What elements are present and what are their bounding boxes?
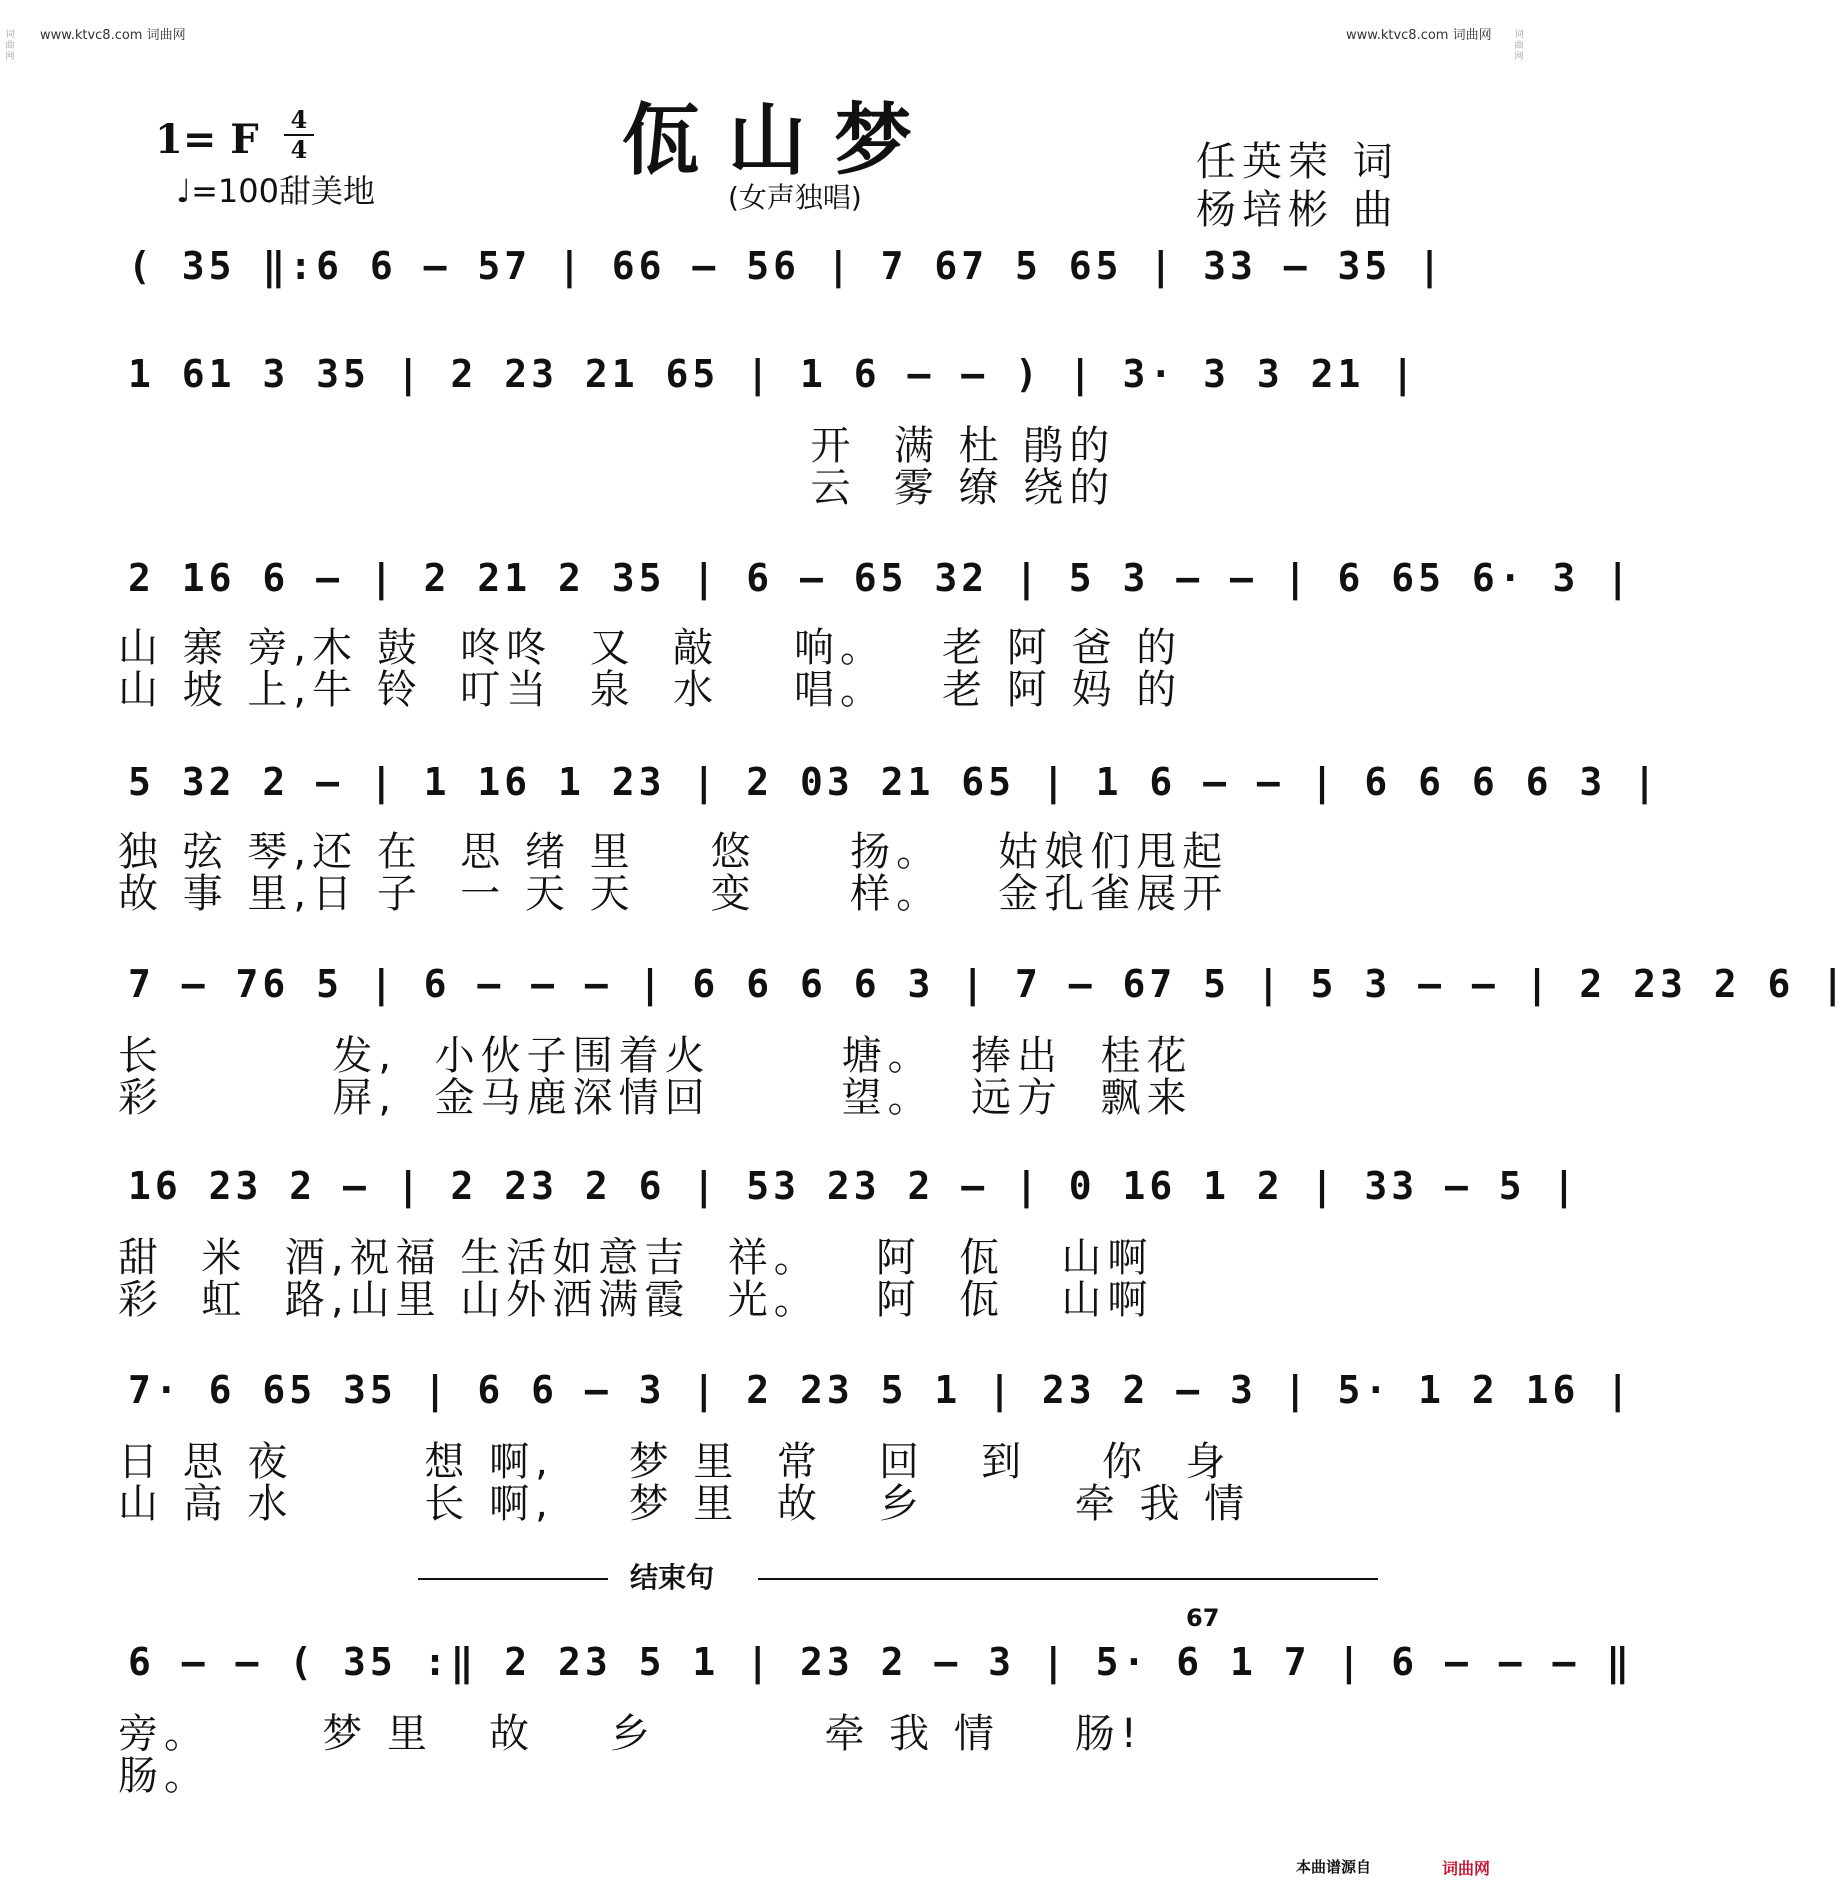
score-line-2-lyrics-verse-2: 云 雾 缭 绕的 [118,465,1116,511]
score-line-3-notes: 2 16 6 – | 2 21 2 35 | 6 – 65 32 | 5 3 – – | 6 65 6· 3 | [128,556,1634,600]
tempo-marking: ♩=100甜美地 [176,172,375,210]
score-line-4-lyrics-verse-2: 故 事 里,日 子 一 天 天 变 样。 金孔雀展开 [118,871,1229,917]
ending-section-label: 结束句 [630,1561,715,1594]
time-signature: 4 4 [284,108,314,162]
song-subtitle: (女声独唱) [728,181,862,214]
score-line-7-notes: 7· 6 65 35 | 6 6 – 3 | 2 23 5 1 | 23 2 – 3 | 5· 1 2 16 | [128,1368,1634,1412]
side-watermark-right: 词 曲 网 [1514,30,1524,62]
score-line-6-notes: 16 23 2 – | 2 23 2 6 | 53 23 2 – | 0 16 1 2 | 33 – 5 | [128,1164,1580,1208]
score-line-7-lyrics-verse-2: 山 高 水 长 啊, 梦 里 故 乡 牵 我 情 [118,1481,1251,1527]
score-line-8-lyrics-verse-1: 旁。 梦 里 故 乡 牵 我 情 肠! [118,1711,1143,1757]
score-line-1-notes: ( 35 ‖:6 6 – 57 | 66 – 56 | 7 67 5 65 | 33 – 35 | [128,244,1446,288]
score-line-5-lyrics-verse-1: 长 发, 小伙子围着火 塘。 捧出 桂花 [118,1033,1193,1079]
lyricist-credit: 任英荣 词 [1196,139,1399,185]
source-note: 本曲谱源自 [1296,1858,1372,1876]
grace-notes: 67 [1186,1604,1220,1632]
ending-bracket-right [758,1578,1378,1580]
key-signature: 1= F [155,116,259,163]
score-line-4-lyrics-verse-1: 独 弦 琴,还 在 思 绪 里 悠 扬。 姑娘们甩起 [118,829,1229,875]
score-line-7-lyrics-verse-1: 日 思 夜 想 啊, 梦 里 常 回 到 你 身 [118,1439,1232,1485]
song-title: 佤山梦 [622,95,941,186]
site-brand-logo: 词曲网 [1442,1859,1491,1878]
score-line-8-notes: 6 – – ( 35 :‖ 2 23 5 1 | 23 2 – 3 | 5· 6 1 7 | 6 – – – ‖ [128,1640,1634,1684]
score-line-4-notes: 5 32 2 – | 1 16 1 23 | 2 03 21 65 | 1 6 – – | 6 6 6 6 3 | [128,760,1661,804]
score-line-3-lyrics-verse-2: 山 坡 上,牛 铃 叮当 泉 水 唱。 老 阿 妈 的 [118,667,1183,713]
watermark-left: www.ktvc8.com 词曲网 [40,28,186,43]
score-line-8-lyrics-verse-2: 肠。 [118,1753,210,1799]
composer-credit: 杨培彬 曲 [1196,187,1399,233]
watermark-right: www.ktvc8.com 词曲网 [1346,28,1492,43]
score-line-6-lyrics-verse-2: 彩 虹 路,山里 山外洒满霞 光。 阿 佤 山啊 [118,1277,1154,1323]
ending-bracket-left [418,1578,608,1580]
score-line-5-notes: 7 – 76 5 | 6 – – – | 6 6 6 6 3 | 7 – 67 5 | 5 3 – – | 2 23 2 6 | [128,962,1848,1006]
score-line-5-lyrics-verse-2: 彩 屏, 金马鹿深情回 望。 远方 飘来 [118,1075,1193,1121]
score-line-2-lyrics-verse-1: 开 满 杜 鹃的 [118,423,1116,469]
score-line-3-lyrics-verse-1: 山 寨 旁,木 鼓 咚咚 又 敲 响。 老 阿 爸 的 [118,625,1183,671]
side-watermark-left: 词 曲 网 [5,30,15,62]
score-line-2-notes: 1 61 3 35 | 2 23 21 65 | 1 6 – – ) | 3· 3 3 21 | [128,352,1419,396]
score-line-6-lyrics-verse-1: 甜 米 酒,祝福 生活如意吉 祥。 阿 佤 山啊 [118,1235,1154,1281]
